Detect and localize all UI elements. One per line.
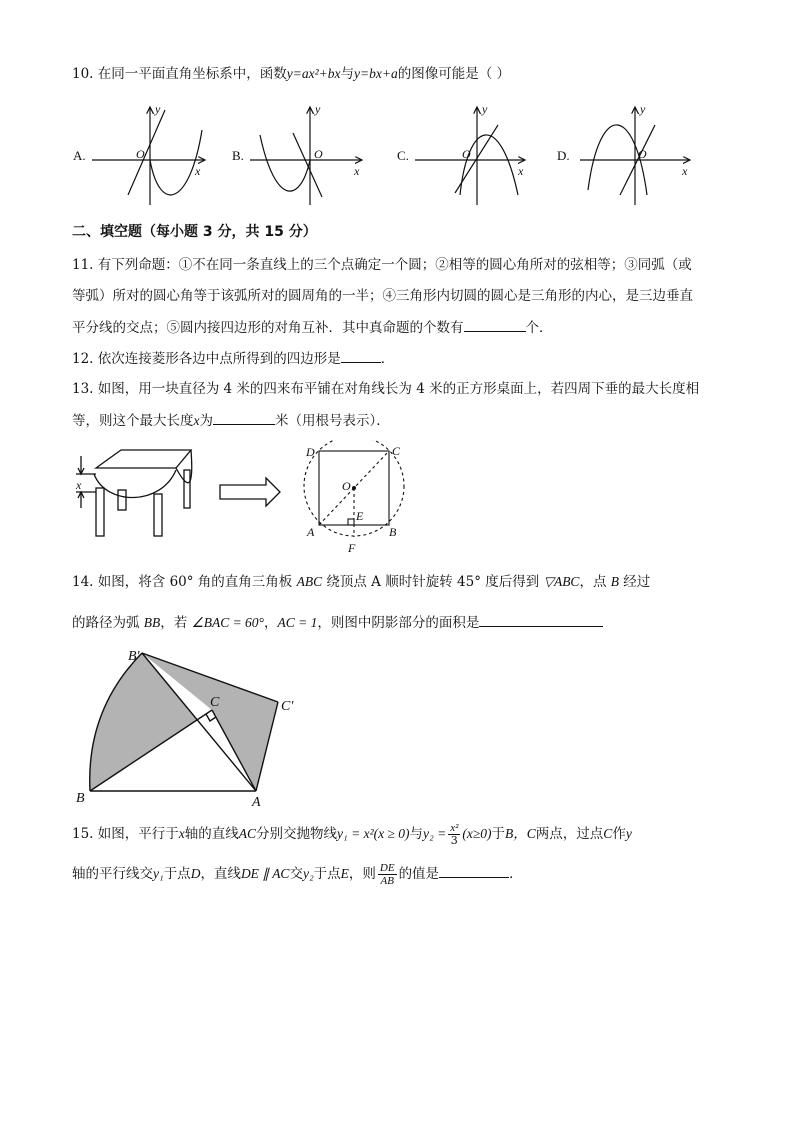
svg-text:B′: B′: [128, 649, 140, 664]
svg-text:B: B: [76, 791, 85, 806]
q11-line2: 等弧）所对的圆心角等于该弧所对的圆周角的一半；④三角形内切圆的圆心是三角形的内心，是三边垂直: [72, 288, 693, 304]
q15-answer-blank: [439, 863, 509, 878]
q12-text: 12. 依次连接菱形各边中点所得到的四边形是 ．: [72, 348, 394, 369]
option-c-label: C.: [397, 148, 409, 163]
q14-figure: [66, 640, 326, 810]
svg-text:A: A: [252, 795, 261, 810]
q15-line2: 轴的平行线交y₁于点D，直线DE ∥ AC交y₂于点E，则 $\frac{DE}{AB}$ 的值是 ．: [72, 862, 523, 887]
svg-text:x: x: [682, 164, 688, 178]
svg-text:C′: C′: [281, 699, 294, 714]
q11-answer-blank: [464, 317, 526, 332]
svg-text:C: C: [392, 444, 401, 458]
q14-answer-blank: [479, 612, 603, 627]
q13-figure: [66, 440, 466, 560]
svg-text:y: y: [315, 102, 321, 116]
q15-ratio-de-ab: $\frac{DE}{AB}$: [379, 862, 395, 887]
svg-text:F: F: [348, 541, 356, 555]
graph-a: [92, 107, 205, 205]
svg-text:y: y: [155, 102, 161, 116]
q15-fraction-x2-3: $\frac{\text{x²}}{3}$: [450, 822, 459, 847]
q14-line1: 14. 如图，将含 60° 角的直角三角板 ABC 绕顶点 A 顺时针旋转 45° 度后得到 ▽ABC，点 B 经过: [72, 574, 651, 590]
q15-line1: 15. 如图，平行于x轴的直线AC分别交抛物线y₁ = x²(x ≥ 0)与y₂ = $\frac{\text{x²}}{3}$ (x≥0)于B，C两点，过点C作y: [72, 822, 632, 847]
q13-line2: 等，则这个最大长度x为 米（用根号表示）．: [72, 410, 390, 431]
svg-text:x: x: [195, 164, 201, 178]
svg-text:B: B: [389, 525, 397, 539]
svg-text:x: x: [76, 478, 82, 492]
svg-text:D: D: [306, 445, 315, 459]
q11-line3: 平分线的交点；⑤圆内接四边形的对角互补．其中真命题的个数有 个．: [72, 317, 553, 338]
q10-graphs: [0, 95, 794, 215]
q13-answer-blank: [213, 410, 275, 425]
graph-d: [580, 107, 690, 205]
svg-text:C: C: [210, 695, 220, 710]
svg-text:O: O: [136, 147, 145, 161]
svg-text:O: O: [638, 147, 647, 161]
svg-text:y: y: [482, 102, 488, 116]
graph-b: [250, 107, 362, 205]
option-d-label: D.: [557, 148, 570, 163]
svg-text:x: x: [518, 164, 524, 178]
svg-text:O: O: [314, 147, 323, 161]
svg-text:O: O: [342, 479, 351, 493]
section-2-title: 二、填空题（每小题 3 分，共 15 分）: [72, 224, 317, 240]
q13-line1: 13. 如图，用一块直径为 4 米的四来布平铺在对角线长为 4 米的正方形桌面上，若四周下垂的最大长度相: [72, 381, 700, 397]
q10-text: 10. 在同一平面直角坐标系中，函数y=ax²+bx与y=bx+a的图像可能是（ ）: [72, 66, 511, 82]
q14-line2: 的路径为弧 BB，若 ∠BAC = 60°，AC = 1，则图中阴影部分的面积是: [72, 612, 603, 633]
svg-text:A: A: [307, 525, 315, 539]
svg-text:O: O: [462, 147, 471, 161]
option-b-label: B.: [232, 148, 244, 163]
svg-text:E: E: [356, 509, 364, 523]
svg-text:x: x: [354, 164, 360, 178]
svg-text:y: y: [640, 102, 646, 116]
q12-answer-blank: [341, 348, 381, 363]
q11-line1: 11. 有下列命题：①不在同一条直线上的三个点确定一个圆；②相等的圆心角所对的弦相等；③同弧（或: [72, 257, 692, 273]
option-a-label: A.: [73, 148, 86, 163]
